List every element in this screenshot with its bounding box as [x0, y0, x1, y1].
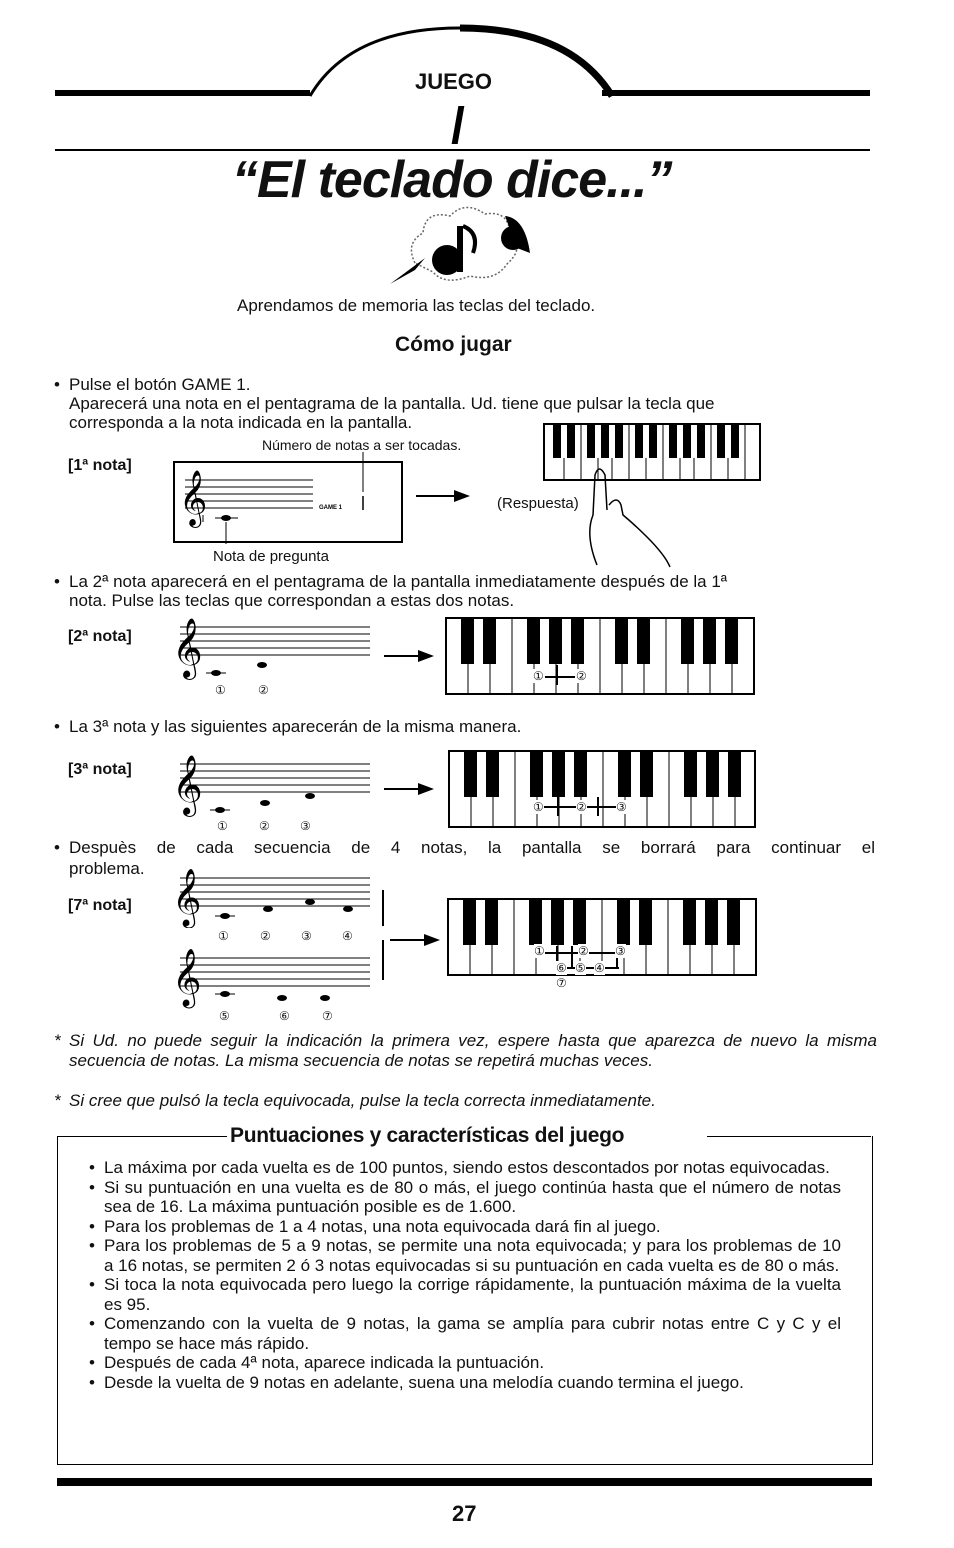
header-rule-left	[55, 90, 310, 96]
arrow-icon	[384, 781, 436, 797]
svg-text:𝄞: 𝄞	[172, 755, 203, 815]
response-label: (Respuesta)	[497, 495, 579, 512]
n3-mark-1: ①	[217, 819, 228, 833]
scoring-item: • Si su puntuación en una vuelta es de 80 o más, el juego continúa hasta que el número de notas sea de 16. La máxima puntuación posible es de 1.600.	[104, 1178, 841, 1217]
svg-text:𝄞: 𝄞	[172, 618, 203, 678]
kb3-mark-2: ②	[576, 800, 587, 814]
arrow-icon	[416, 488, 471, 504]
page-number: 27	[452, 1501, 477, 1526]
scoring-list	[104, 1158, 841, 1392]
kb3-mark-1: ①	[533, 800, 544, 814]
lcd-screen-note1	[173, 452, 405, 546]
svg-text:𝄞: 𝄞	[172, 868, 202, 926]
footnote-2	[54, 1091, 656, 1110]
scoring-item: • Desde la vuelta de 9 notas en adelante, suena una melodía cuando termina el juego.	[104, 1373, 841, 1393]
arrow-icon	[390, 932, 442, 948]
footnote-1-text: Si Ud. no puede seguir la indicación la primera vez, espere hasta que aparezca de nuevo la misma secuencia de notas. La misma secuencia de notas se repetirá muchas veces.	[69, 1031, 877, 1070]
page-title: “El teclado dice...”	[232, 151, 672, 209]
scoring-heading: Puntuaciones y características del juego	[230, 1124, 625, 1147]
n7-mark-2: ②	[260, 929, 271, 943]
kb4-mark-4: ④	[594, 961, 605, 975]
keyboard-note3	[448, 750, 758, 830]
svg-text:𝄞: 𝄞	[172, 948, 202, 1006]
scoring-item: • La máxima por cada vuelta es de 100 puntos, siendo estos descontados por notas equivocadas.	[104, 1158, 841, 1178]
step3-text: • La 3ª nota y las siguientes aparecerán de la misma manera.	[69, 717, 521, 736]
num-notes-label: Número de notas a ser tocadas.	[262, 437, 462, 453]
step1-line2: Aparecerá una nota en el pentagrama de la pantalla. Ud. tiene que pulsar la tecla que	[69, 394, 715, 413]
music-notes-cloud-icon	[385, 198, 545, 290]
n7-mark-3: ③	[301, 929, 312, 943]
step1-line1: • Pulse el botón GAME 1.	[69, 375, 250, 394]
staff-note7-bottom	[170, 940, 392, 1010]
n7-mark-6: ⑥	[279, 1009, 290, 1023]
svg-text:𝄞: 𝄞	[179, 470, 208, 526]
staff-note2	[170, 617, 380, 697]
step4-line1: • Despuès de cada secuencia de 4 notas, la pantalla se borrará para continuar el	[69, 838, 875, 857]
step2-line2: nota. Pulse las teclas que correspondan a estas dos notas.	[69, 591, 515, 610]
keyboard-note2	[445, 617, 757, 697]
note2-label: [2ª nota]	[68, 628, 132, 645]
note3-label: [3ª nota]	[68, 761, 132, 778]
kb4-mark-5: ⑤	[575, 961, 586, 975]
n3-mark-3: ③	[300, 819, 311, 833]
game-label: GAME 1	[319, 505, 343, 511]
kb4-mark-6: ⑥	[556, 961, 567, 975]
staff-note3	[170, 752, 380, 824]
n3-mark-2: ②	[259, 819, 270, 833]
question-note-label: Nota de pregunta	[213, 548, 329, 565]
n7-mark-4: ④	[342, 929, 353, 943]
kb4-mark-3: ③	[615, 944, 626, 958]
footnote-2-text: Si cree que pulsó la tecla equivocada, pulse la tecla correcta inmediatamente.	[69, 1091, 656, 1110]
mark-2: ②	[258, 683, 269, 697]
footer-rule	[57, 1478, 872, 1486]
arrow-icon	[384, 648, 436, 664]
step4-line2: problema.	[69, 859, 145, 878]
mark-1: ①	[215, 683, 226, 697]
step1-line3: corresponda a la nota indicada en la pantalla.	[69, 413, 413, 432]
staff-note7-top	[170, 868, 392, 928]
scoring-item: • Para los problemas de 1 a 4 notas, una nota equivocada dará fin al juego.	[104, 1217, 841, 1237]
n7-mark-1: ①	[218, 929, 229, 943]
intro-text: Aprendamos de memoria las teclas del teclado.	[237, 296, 596, 315]
section-label: JUEGO	[415, 69, 493, 94]
kb2-mark-2: ②	[576, 669, 587, 683]
title-accent	[452, 106, 465, 144]
kb4-mark-7: ⑦	[556, 976, 567, 990]
pressing-hand-icon	[575, 455, 685, 570]
kb3-mark-3: ③	[616, 800, 627, 814]
how-to-play-heading: Cómo jugar	[395, 333, 512, 356]
scoring-item: • Después de cada 4ª nota, aparece indicada la puntuación.	[104, 1353, 841, 1373]
kb4-mark-1: ①	[534, 944, 545, 958]
note7-label: [7ª nota]	[68, 897, 132, 914]
asterisk-icon: *	[54, 1091, 61, 1110]
note1-label: [1ª nota]	[68, 457, 132, 474]
step2-line1: • La 2ª nota aparecerá en el pentagrama de la pantalla inmediatamente después de la 1ª	[69, 572, 727, 591]
kb2-mark-1: ①	[533, 669, 544, 683]
scoring-item: • Para los problemas de 5 a 9 notas, se permite una nota equivocada; y para los problemas de 10 a 16 notas, se permiten 2 ó 3 notas equivocadas si su puntuación en cada vuelta es de 80 o más.	[104, 1236, 841, 1275]
header-rule-right	[602, 90, 870, 96]
asterisk-icon: *	[54, 1031, 61, 1050]
scoring-item: • Si toca la nota equivocada pero luego la corrige rápidamente, la puntuación máxima de la vuelta es 95.	[104, 1275, 841, 1314]
n7-mark-5: ⑤	[219, 1009, 230, 1023]
scoring-item: • Comenzando con la vuelta de 9 notas, la gama se amplía para cubrir notas entre C y C y el tempo se hace más rápido.	[104, 1314, 841, 1353]
n7-mark-7: ⑦	[322, 1009, 333, 1023]
kb4-mark-2: ②	[578, 944, 589, 958]
footnote-1	[54, 1031, 877, 1070]
